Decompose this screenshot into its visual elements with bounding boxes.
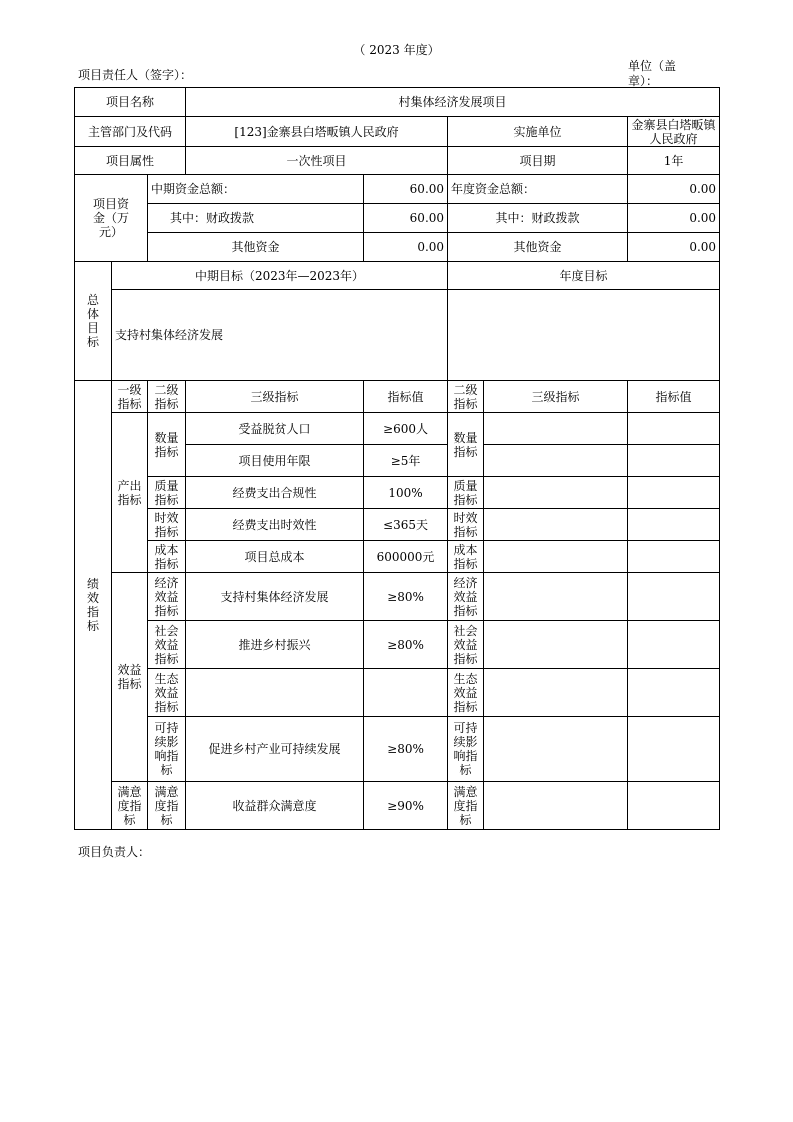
year-other-label: 其他资金	[448, 233, 628, 262]
quality-indicator-label: 质量指标	[148, 477, 186, 509]
year-total-value: 0.00	[628, 175, 720, 204]
table-row	[75, 621, 720, 669]
q2-value: ≥5年	[364, 445, 448, 477]
year-satis-value	[628, 782, 720, 830]
table-row	[75, 117, 720, 147]
year-q2-name	[484, 445, 628, 477]
sustain-indicator-label-year: 可持续影响指标	[448, 717, 484, 782]
mid-fiscal-value: 60.00	[364, 204, 448, 233]
satis-value: ≥90%	[364, 782, 448, 830]
mid-other-value: 0.00	[364, 233, 448, 262]
benefit-indicator-label: 效益指标	[112, 573, 148, 782]
year-fiscal-label: 其中：财政拨款	[448, 204, 628, 233]
table-row	[75, 262, 720, 290]
funds-label: 项目资金（万元）	[75, 175, 148, 262]
satis-indicator-label-year: 满意度指标	[448, 782, 484, 830]
mid-goal-text: 支持村集体经济发展	[112, 290, 448, 381]
eco-indicator-label: 生态效益指标	[148, 669, 186, 717]
period-value: 1年	[628, 147, 720, 175]
quality-name: 经费支出合规性	[186, 477, 364, 509]
q1-name: 受益脱贫人口	[186, 413, 364, 445]
time-indicator-label-year: 时效指标	[448, 509, 484, 541]
year-fiscal-value: 0.00	[628, 204, 720, 233]
header-level1: 一级指标	[112, 381, 148, 413]
q2-name: 项目使用年限	[186, 445, 364, 477]
social-indicator-label: 社会效益指标	[148, 621, 186, 669]
year-goal-header: 年度目标	[448, 262, 720, 290]
eco-indicator-label-year: 生态效益指标	[448, 669, 484, 717]
year-cost-name	[484, 541, 628, 573]
social-indicator-label-year: 社会效益指标	[448, 621, 484, 669]
sustain-value: ≥80%	[364, 717, 448, 782]
sustain-name: 促进乡村产业可持续发展	[186, 717, 364, 782]
cost-indicator-label-year: 成本指标	[448, 541, 484, 573]
table-row	[75, 290, 720, 381]
year-sustain-name	[484, 717, 628, 782]
table-row	[75, 509, 720, 541]
year-time-name	[484, 509, 628, 541]
table-row	[75, 573, 720, 621]
mid-total-value: 60.00	[364, 175, 448, 204]
responsible-signature-label: 项目责任人（签字）：	[78, 68, 193, 82]
year-eco-name	[484, 669, 628, 717]
social-name: 推进乡村振兴	[186, 621, 364, 669]
table-row	[75, 541, 720, 573]
year-q1-value	[628, 413, 720, 445]
mid-fiscal-label: 其中：财政拨款	[148, 204, 364, 233]
year-q1-name	[484, 413, 628, 445]
table-row	[75, 782, 720, 830]
year-quality-value	[628, 477, 720, 509]
header-level2-year: 二级指标	[448, 381, 484, 413]
attr-value: 一次性项目	[186, 147, 448, 175]
table-row	[75, 477, 720, 509]
quantity-indicator-label: 数量指标	[148, 413, 186, 477]
year-total-label: 年度资金总额：	[448, 175, 628, 204]
header-value-year: 指标值	[628, 381, 720, 413]
year-cost-value	[628, 541, 720, 573]
econ-value: ≥80%	[364, 573, 448, 621]
period-label: 项目期	[448, 147, 628, 175]
header-level3: 三级指标	[186, 381, 364, 413]
cost-indicator-label: 成本指标	[148, 541, 186, 573]
dept-value: [123]金寨县白塔畈镇人民政府	[186, 117, 448, 147]
year-q2-value	[628, 445, 720, 477]
quantity-indicator-label-year: 数量指标	[448, 413, 484, 477]
year-eco-value	[628, 669, 720, 717]
header-value: 指标值	[364, 381, 448, 413]
table-row	[75, 147, 720, 175]
impl-unit-value: 金寨县白塔畈镇人民政府	[628, 117, 720, 147]
time-name: 经费支出时效性	[186, 509, 364, 541]
econ-indicator-label-year: 经济效益指标	[448, 573, 484, 621]
eco-name	[186, 669, 364, 717]
table-row	[75, 175, 720, 204]
year-social-value	[628, 621, 720, 669]
attr-label: 项目属性	[75, 147, 186, 175]
project-name-label: 项目名称	[75, 88, 186, 117]
year-other-value: 0.00	[628, 233, 720, 262]
header-level3-year: 三级指标	[484, 381, 628, 413]
satisfaction-indicator-label: 满意度指标	[112, 782, 148, 830]
sustain-indicator-label: 可持续影响指标	[148, 717, 186, 782]
table-row	[75, 413, 720, 445]
mid-total-label: 中期资金总额：	[148, 175, 364, 204]
q1-value: ≥600人	[364, 413, 448, 445]
project-name-value: 村集体经济发展项目	[186, 88, 720, 117]
table-row	[75, 669, 720, 717]
time-indicator-label: 时效指标	[148, 509, 186, 541]
table-row	[75, 717, 720, 782]
econ-name: 支持村集体经济发展	[186, 573, 364, 621]
quality-value: 100%	[364, 477, 448, 509]
table-row	[75, 381, 720, 413]
mid-goal-header: 中期目标（2023年—2023年）	[112, 262, 448, 290]
eco-value	[364, 669, 448, 717]
year-social-name	[484, 621, 628, 669]
year-econ-name	[484, 573, 628, 621]
social-value: ≥80%	[364, 621, 448, 669]
header-level2: 二级指标	[148, 381, 186, 413]
cost-value: 600000元	[364, 541, 448, 573]
performance-target-table	[74, 87, 720, 830]
table-row	[75, 233, 720, 262]
table-row	[75, 88, 720, 117]
time-value: ≤365天	[364, 509, 448, 541]
year-satis-name	[484, 782, 628, 830]
year-econ-value	[628, 573, 720, 621]
satis-name: 收益群众满意度	[186, 782, 364, 830]
performance-indicator-label: 绩效指标	[75, 381, 112, 830]
unit-seal-label: 单位（盖章）：	[628, 59, 677, 87]
table-row	[75, 204, 720, 233]
year-time-value	[628, 509, 720, 541]
impl-unit-label: 实施单位	[448, 117, 628, 147]
cost-name: 项目总成本	[186, 541, 364, 573]
mid-other-label: 其他资金	[148, 233, 364, 262]
year-quality-name	[484, 477, 628, 509]
quality-indicator-label-year: 质量指标	[448, 477, 484, 509]
econ-indicator-label: 经济效益指标	[148, 573, 186, 621]
output-indicator-label: 产出指标	[112, 413, 148, 573]
dept-label: 主管部门及代码	[75, 117, 186, 147]
project-manager-label: 项目负责人：	[78, 845, 151, 859]
year-goal-text	[448, 290, 720, 381]
year-sustain-value	[628, 717, 720, 782]
satis-indicator-label: 满意度指标	[148, 782, 186, 830]
overall-goal-label: 总体目标	[75, 262, 112, 381]
report-year-line: （ 2023 年度）	[353, 43, 440, 57]
